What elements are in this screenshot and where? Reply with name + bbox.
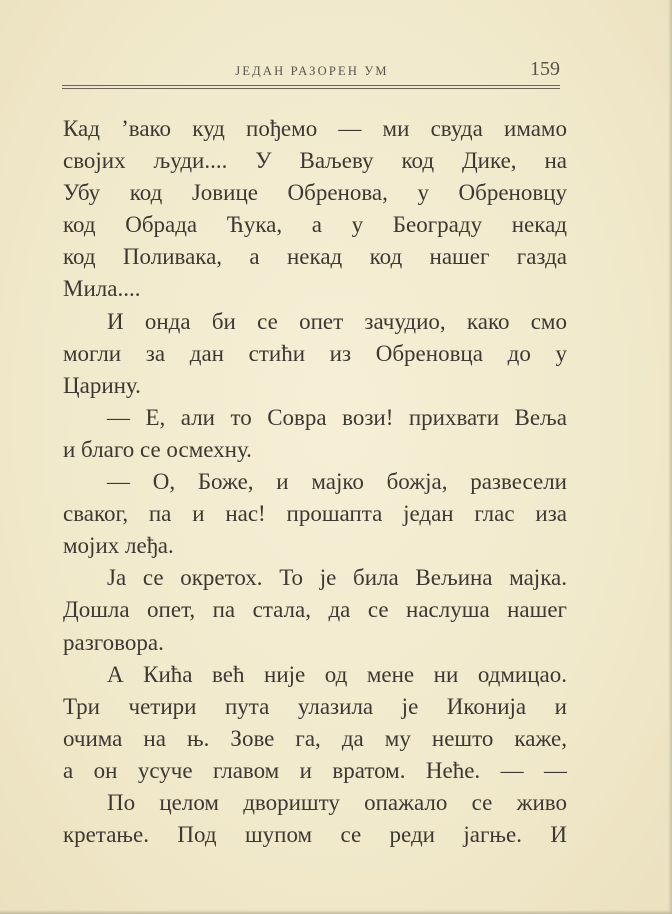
text-line: — Е, али то Совра вози! прихвати Веља (107, 404, 567, 430)
text-line: очима на њ. Зове га, да му нешто каже, (63, 725, 567, 751)
running-header (62, 58, 562, 84)
text-line: А Кића већ није од мене ни одмицао. (107, 661, 567, 687)
text-line: Царину. (63, 372, 141, 398)
page-edge-shadow (668, 0, 672, 914)
text-line: Три четири пута улазила је Иконија и (63, 693, 567, 719)
text-line: код Поливака, а некад код нашег газда (63, 244, 567, 270)
text-line: својих људи.... У Ваљеву код Дике, на (63, 148, 567, 174)
text-line: Дошла опет, па стала, да се наслуша нашег (63, 597, 567, 623)
text-line: Ја се окретох. То је била Вељина мајка. (107, 565, 567, 591)
text-line: и благо се осмехну. (63, 436, 252, 462)
text-line: Мила.... (63, 276, 141, 302)
running-title: ЈЕДАН РАЗОРЕН УМ (235, 64, 389, 78)
text-line: сваког, па и нас! прошапта један глас иза (63, 501, 567, 527)
body-text (63, 113, 567, 851)
header-rule (62, 85, 560, 89)
text-line: И онда би се опет зачудио, како смо (107, 308, 567, 334)
text-line: код Обрада Ћука, а у Београду некад (63, 212, 567, 238)
text-line: мојих леђа. (63, 533, 174, 559)
text-line: кретање. Под шупом се реди јагње. И (63, 822, 567, 848)
text-line: Кад ’вако куд пођемо — ми свуда имамо (63, 116, 567, 141)
text-line: могли за дан стићи из Обреновца до у (63, 340, 567, 366)
text-line: По целом дворишту опажало се живо (107, 789, 567, 815)
text-line: а он усуче главом и вратом. Неће. — — (63, 757, 567, 783)
page-bottom-shadow (0, 910, 672, 914)
text-line: Убу код Јовице Обренова, у Обреновцу (63, 180, 567, 206)
text-line: — О, Боже, и мајко божја, развесели (107, 469, 567, 495)
text-line: разговора. (63, 629, 164, 655)
page-number: 159 (530, 58, 560, 80)
